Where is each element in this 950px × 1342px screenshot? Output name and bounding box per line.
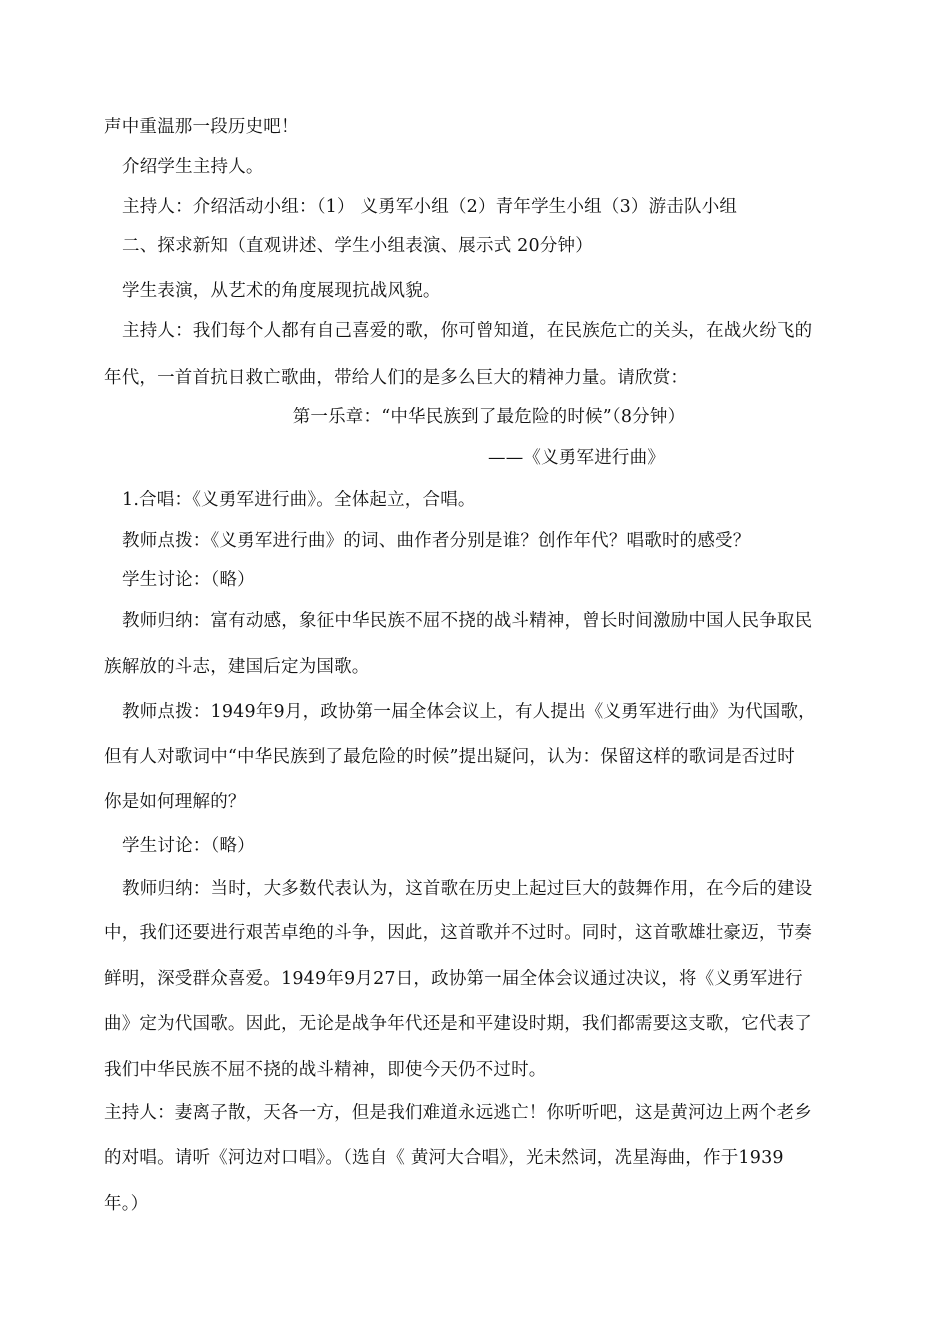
section-heading: 二、探求新知（直观讲述、学生小组表演、展示式 20分钟） xyxy=(122,236,593,256)
text-line-16: 但有人对歌词中“中华民族到了最危险的时候”提出疑问，认为：保留这样的歌词是否过时 xyxy=(104,747,795,767)
text-line-7: 年代，一首首抗日救亡歌曲，带给人们的是多么巨大的精神力量。请欣赏： xyxy=(104,368,689,388)
text-line-21: 鲜明，深受群众喜爱。1949年9月27日，政协第一届全体会议通过决议，将《义勇军进行 xyxy=(104,969,803,989)
text-line-19: 教师归纳：当时，大多数代表认为，这首歌在历史上起过巨大的鼓舞作用，在今后的建设 xyxy=(122,879,813,899)
text-line-1: 声中重温那一段历史吧！ xyxy=(104,117,299,137)
text-line-6: 主持人：我们每个人都有自己喜爱的歌，你可曾知道，在民族危亡的关头，在战火纷飞的 xyxy=(122,321,813,341)
text-line-22: 曲》定为代国歌。因此，无论是战争年代还是和平建设时期，我们都需要这支歌，它代表了 xyxy=(104,1014,812,1034)
text-line-11: 教师点拨：《义勇军进行曲》的词、曲作者分别是谁？创作年代？唱歌时的感受？ xyxy=(122,531,751,551)
text-line-10: 1.合唱：《义勇军进行曲》。全体起立，合唱。 xyxy=(122,490,476,510)
text-line-17: 你是如何理解的？ xyxy=(104,792,246,812)
text-line-26: 年。） xyxy=(104,1194,149,1214)
text-line-12: 学生讨论：（略） xyxy=(122,570,255,590)
text-line-14: 族解放的斗志，建国后定为国歌。 xyxy=(104,657,370,677)
text-line-13: 教师归纳：富有动感，象征中华民族不屈不挠的战斗精神，曾长时间激励中国人民争取民 xyxy=(122,611,813,631)
text-line-25: 的对唱。请听《河边对口唱》。（选自《 黄河大合唱》，光未然词，冼星海曲，作于1939 xyxy=(104,1148,784,1168)
movement-subtitle: ——《义勇军进行曲》 xyxy=(488,448,665,468)
text-line-20: 中，我们还要进行艰苦卓绝的斗争，因此，这首歌并不过时。同时，这首歌雄壮豪迈，节奏 xyxy=(104,923,812,943)
text-line-18: 学生讨论：（略） xyxy=(122,836,255,856)
movement-title: 第一乐章：“中华民族到了最危险的时候”（8分钟） xyxy=(292,407,686,427)
text-line-24: 主持人：妻离子散，天各一方，但是我们难道永远逃亡！你听听吧，这是黄河边上两个老乡 xyxy=(104,1103,812,1123)
text-line-5: 学生表演，从艺术的角度展现抗战风貌。 xyxy=(122,281,441,301)
text-line-15: 教师点拨：1949年9月，政协第一届全体会议上，有人提出《义勇军进行曲》为代国歌， xyxy=(122,702,816,722)
text-line-2: 介绍学生主持人。 xyxy=(122,157,264,177)
text-line-23: 我们中华民族不屈不挠的战斗精神，即使今天仍不过时。 xyxy=(104,1060,547,1080)
text-line-3: 主持人：介绍活动小组：（1） 义勇军小组（2）青年学生小组（3）游击队小组 xyxy=(122,197,738,217)
